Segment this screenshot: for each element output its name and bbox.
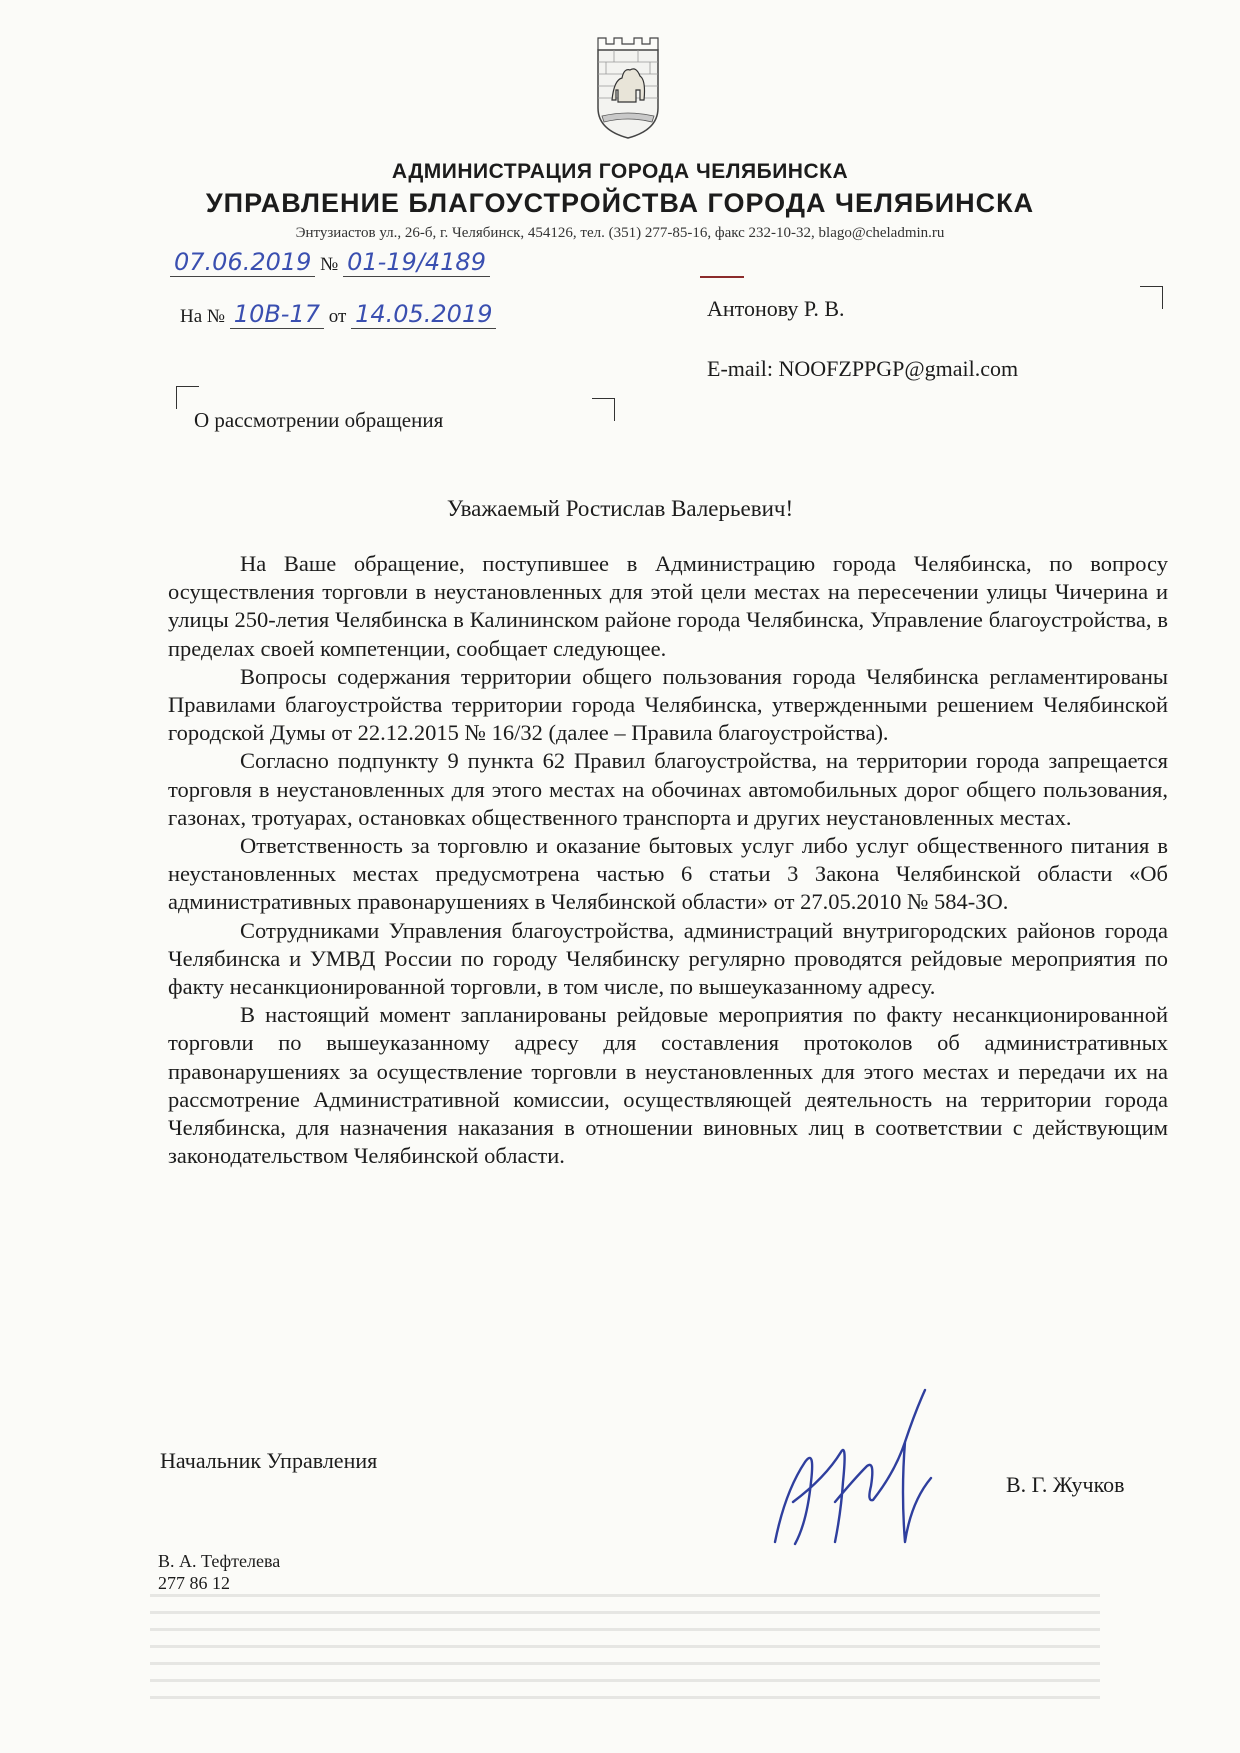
organization-address: Энтузиастов ул., 26-б, г. Челябинск, 454126, тел. (351) 277-85-16, факс 232-10-32, blago@cheladmin.ru [295,225,945,241]
department-name: УПРАВЛЕНИЕ БЛАГОУСТРОЙСТВА ГОРОДА ЧЕЛЯБИНСКА [205,188,1035,218]
incoming-reference [180,300,496,329]
body-paragraph: На Ваше обращение, поступившее в Администрацию города Челябинска, по вопросу осуществления торговли в неустановленных для этой цели местах на пересечении улицы Чичерина и улицы 250-летия Челябинска в Калининском районе города Челябинска, Управление благоустройства, в пределах своей компетенции, сообщает следующее. [168,551,1168,661]
coat-of-arms-emblem [594,30,662,140]
body-paragraph: В настоящий момент запланированы рейдовые мероприятия по факту несанкционированной торговли по вышеуказанному адресу для составления протоколов об административных правонарушениях за осуществление торговли в неустановленных для этого местах и передачи их на рассмотрение Административной комиссии, осуществляющей деятельность на территории города Челябинска, для назначения наказания в отношении виновных лиц в соответствии с действующим законодательством Челябинской области. [168,1002,1168,1169]
subject-corner-left [176,386,199,409]
executor-name: В. А. Тефтелева [158,1551,281,1571]
addressee-corner-mark [1140,286,1163,309]
executor-phone: 277 86 12 [158,1573,230,1593]
signer-position: Начальник Управления [160,1448,378,1473]
letter-body [168,550,1168,1170]
subject-corner-right [592,398,615,421]
body-paragraph: Согласно подпункту 9 пункта 62 Правил благоустройства, на территории города запрещается торговля в неустановленных для этого местах на обочинах автомобильных дорог общего пользования, газонах, тротуарах, остановках общественного транспорта и других неустановленных местах. [168,748,1168,830]
body-paragraph: Вопросы содержания территории общего пользования города Челябинска регламентированы Правилами благоустройства территории города Челябинска, утвержденными решением Челябинской городской Думы от 22.12.2015 № 16/32 (далее – Правила благоустройства). [168,663,1168,746]
addressee-name: Антонову Р. В. [707,296,845,321]
letter-subject: О рассмотрении обращения [194,408,444,432]
addressee-email: E-mail: NOOFZPPGP@gmail.com [707,356,1019,381]
number-prefix: № [320,254,339,275]
in-reply-from-label: от [328,306,347,327]
body-paragraph: Ответственность за торговлю и оказание бытовых услуг либо услуг общественного питания в неустановленных местах предусмотрена частью 6 статьи 3 Закона Челябинской области «Об административных правонарушениях в Челябинской области» от 27.05.2010 № 584-ЗО. [168,833,1168,915]
in-reply-date: 14.05.2019 [351,300,496,329]
in-reply-number: 10В-17 [230,300,324,329]
organization-name: АДМИНИСТРАЦИЯ ГОРОДА ЧЕЛЯБИНСКА [391,160,849,183]
in-reply-prefix: На № [180,306,226,327]
salutation: Уважаемый Ростислав Валерьевич! [446,496,794,521]
outgoing-date: 07.06.2019 [170,248,315,277]
outgoing-registration [170,248,490,277]
body-paragraph: Сотрудниками Управления благоустройства, администраций внутригородских районов города Челябинска и УМВД России по городу Челябинску регулярно проводятся рейдовые мероприятия по факту несанкционированной торговли, в том числе, по вышеуказанному адресу. [168,917,1168,1000]
red-mark [700,276,744,278]
outgoing-number: 01-19/4189 [343,248,490,277]
handwritten-signature [755,1382,955,1557]
bleed-through-shadow [150,1580,1100,1740]
signer-name: В. Г. Жучков [1006,1472,1125,1497]
